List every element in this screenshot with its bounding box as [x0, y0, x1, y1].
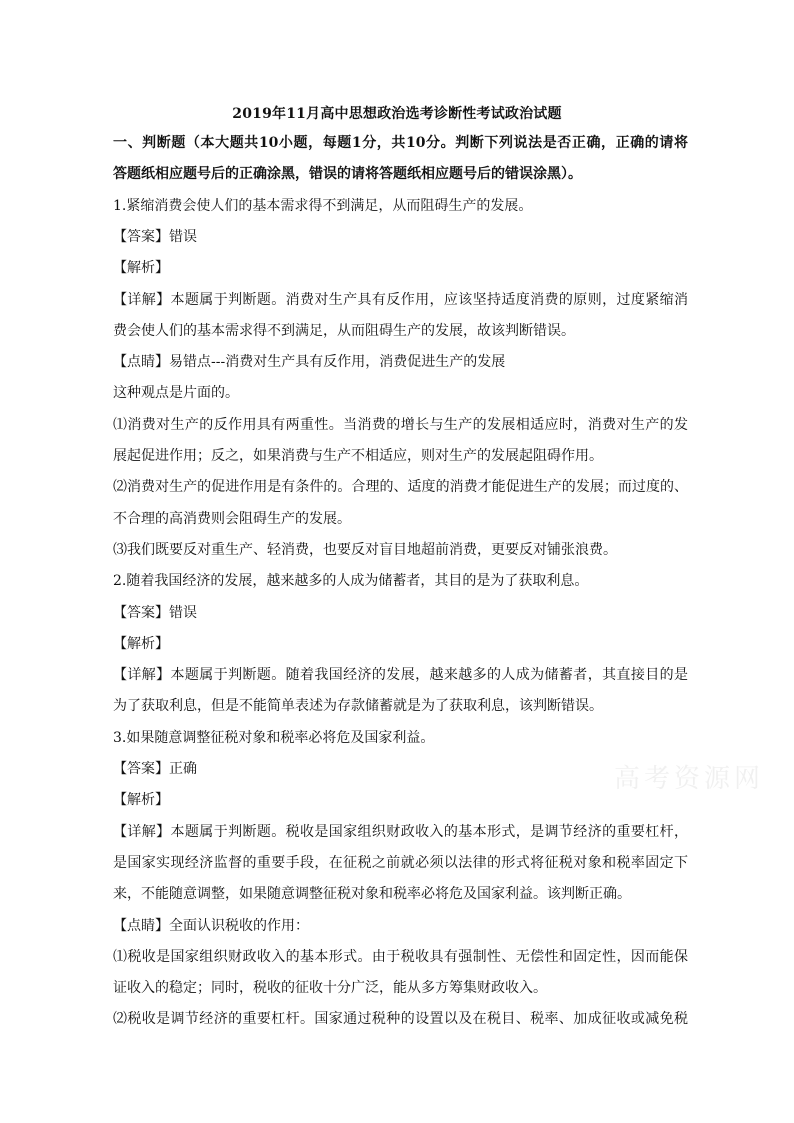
- watermark: 高考资源网: [614, 764, 765, 794]
- document-title: 2019年11月高中思想政治选考诊断性考试政治试题: [232, 106, 562, 122]
- text-line: 【解析】: [113, 635, 169, 652]
- text-line: 【答案】错误: [113, 604, 197, 621]
- text-line: ⑵税收是调节经济的重要杠杆。国家通过税种的设置以及在税目、税率、加成征收或减免税: [113, 1011, 688, 1028]
- text-line: 3.如果随意调整征税对象和税率必将危及国家利益。: [113, 729, 435, 746]
- text-line: 一、判断题（本大题共10小题，每题1分，共10分。判断下列说法是否正确，正确的请将: [113, 135, 688, 151]
- text-line: ⑴消费对生产的反作用具有两重性。当消费的增长与生产的发展相适应时，消费对生产的发: [113, 416, 688, 433]
- text-line: 【详解】本题属于判断题。税收是国家组织财政收入的基本形式，是调节经济的重要杠杆，: [113, 823, 688, 840]
- text-line: 【答案】正确: [113, 761, 197, 777]
- text-line: 【详解】本题属于判断题。随着我国经济的发展，越来越多的人成为储蓄者，其直接目的是: [113, 667, 688, 684]
- text-line: 【点睛】易错点---消费对生产具有反作用，消费促进生产的发展: [113, 354, 506, 371]
- text-line: 【解析】: [113, 260, 169, 277]
- text-line: 不合理的高消费则会阻碍生产的发展。: [113, 510, 351, 527]
- text-line: 为了获取利息，但是不能简单表述为存款储蓄就是为了获取利息，该判断错误。: [113, 698, 603, 715]
- text-line: 【解析】: [113, 792, 169, 809]
- text-line: 2.随着我国经济的发展，越来越多的人成为储蓄者，其目的是为了获取利息。: [113, 573, 589, 590]
- text-line: 1.紧缩消费会使人们的基本需求得不到满足，从而阻碍生产的发展。: [113, 197, 533, 214]
- text-line: 【详解】本题属于判断题。消费对生产具有反作用，应该坚持适度消费的原则，过度紧缩消: [113, 291, 688, 308]
- text-line: 展起促进作用；反之，如果消费与生产不相适应，则对生产的发展起阻碍作用。: [113, 448, 603, 464]
- text-line: 来，不能随意调整，如果随意调整征税对象和税率必将危及国家利益。该判断正确。: [113, 886, 631, 903]
- text-line: 【点睛】全面认识税收的作用：: [113, 917, 309, 934]
- text-line: 这种观点是片面的。: [113, 385, 239, 402]
- text-line: ⑵消费对生产的促进作用是有条件的。合理的、适度的消费才能促进生产的发展；而过度的、: [113, 479, 688, 496]
- text-line: 是国家实现经济监督的重要手段，在征税之前就必须以法律的形式将征税对象和税率固定下: [113, 854, 688, 871]
- text-line: 费会使人们的基本需求得不到满足，从而阻碍生产的发展，故该判断错误。: [113, 322, 575, 339]
- text-line: 答题纸相应题号后的正确涂黑，错误的请将答题纸相应题号后的错误涂黑）。: [113, 166, 582, 183]
- text-line: ⑶我们既要反对重生产、轻消费，也要反对盲目地超前消费，更要反对铺张浪费。: [113, 541, 617, 558]
- text-line: 证收入的稳定；同时，税收的征收十分广泛，能从多方筹集财政收入。: [113, 980, 547, 997]
- text-line: 【答案】错误: [113, 228, 197, 245]
- text-line: ⑴税收是国家组织财政收入的基本形式。由于税收具有强制性、无偿性和固定性，因而能保: [113, 948, 688, 965]
